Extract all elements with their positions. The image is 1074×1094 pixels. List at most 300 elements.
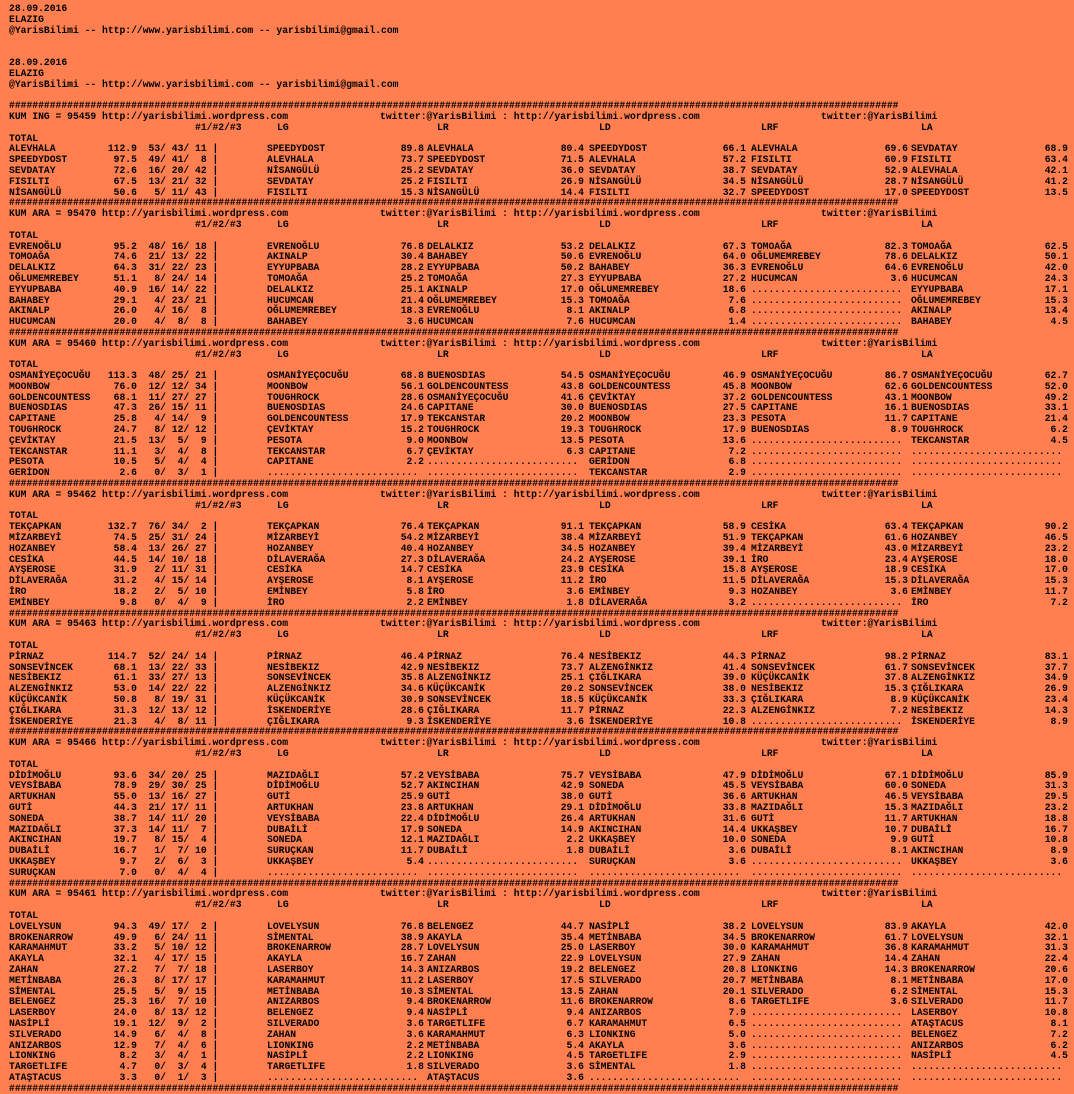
cell-lg: MİZARBEYİ 54.2 xyxy=(267,532,424,544)
table-row xyxy=(0,1041,1074,1052)
blank-line xyxy=(0,36,1074,47)
cell-lg: ALEVHALA 73.7 xyxy=(267,154,424,166)
cell-lg: ANIZARBOS 9.4 xyxy=(267,996,424,1008)
cell-lrf: ALEVHALA 69.6 xyxy=(751,143,908,155)
cell-la: KÜÇÜKCANİK 23.4 xyxy=(911,694,1068,705)
separator: ######################################################################################################################################################### xyxy=(9,197,899,209)
cell-total: SONEDA 38.7 14/ 11/ 20 | xyxy=(9,812,219,824)
cell-ld: GUTİ 36.6 xyxy=(589,791,746,803)
cell-lr: ÇEVİKTAY 6.3 xyxy=(427,445,584,457)
column-header-total: TOTAL xyxy=(9,640,39,652)
cell-la: SPEEDYDOST 13.5 xyxy=(911,186,1068,198)
cell-lr: CESİKA 23.9 xyxy=(427,564,584,576)
cell-lg: .......................... xyxy=(267,1071,419,1083)
table-row xyxy=(0,1062,1074,1073)
cell-lrf: .......................... xyxy=(751,1007,903,1019)
cell-lrf: .......................... xyxy=(751,316,903,328)
cell-lr: BROKENARROW 11.6 xyxy=(427,996,584,1008)
cell-la: AKAYLA 42.0 xyxy=(911,920,1068,932)
column-header-line xyxy=(0,231,1074,242)
cell-lrf: .......................... xyxy=(751,1017,903,1029)
cell-lr: METİNBABA 5.4 xyxy=(427,1039,584,1051)
cell-la: TEKCANSTAR 4.5 xyxy=(911,434,1068,446)
cell-ld: GOLDENCOUNTESS 45.8 xyxy=(589,380,746,392)
cell-total: METİNBABA 26.3 8/ 17/ 17 | xyxy=(9,974,219,986)
cell-lrf: BROKENARROW 61.7 xyxy=(751,931,908,943)
cell-lrf: .......................... xyxy=(751,1028,903,1040)
cell-lg: BELENGEZ 9.4 xyxy=(267,1007,424,1019)
cell-la: FISILTI 63.4 xyxy=(911,154,1068,166)
cell-total: AKINALP 26.0 4/ 16/ 8 | xyxy=(9,305,219,317)
cell-ld: TARGETLIFE 2.9 xyxy=(589,1050,746,1062)
cell-lr: TOMOAĞA 27.3 xyxy=(427,272,584,284)
column-header-la: LA xyxy=(921,121,933,133)
column-header-lrf: LRF xyxy=(761,218,779,230)
cell-lrf: GOLDENCOUNTESS 43.1 xyxy=(751,391,908,403)
cell-lr: TOUGHROCK 19.3 xyxy=(427,424,584,436)
cell-ld: LOVELYSUN 27.9 xyxy=(589,953,746,965)
cell-la: SONSEVİNCEK 37.7 xyxy=(911,661,1068,673)
cell-lr: BUENOSDIAS 54.5 xyxy=(427,370,584,382)
cell-la: AYŞEROSE 18.0 xyxy=(911,553,1068,565)
cell-lr: SPEEDYDOST 71.5 xyxy=(427,154,584,166)
cell-total: TARGETLIFE 4.7 0/ 3/ 4 | xyxy=(9,1061,219,1073)
cell-total: NİSANGÜLÜ 50.6 5/ 11/ 43 | xyxy=(9,186,219,198)
cell-total: BUENOSDIAS 47.3 26/ 15/ 11 | xyxy=(9,402,219,414)
cell-total: MİZARBEYİ 74.5 25/ 31/ 24 | xyxy=(9,532,219,544)
cell-lrf: .......................... xyxy=(751,445,903,457)
column-header-total: TOTAL xyxy=(9,510,39,522)
cell-lg: MAZIDAĞLI 57.2 xyxy=(267,769,424,781)
cell-lrf: GUTİ 11.7 xyxy=(751,812,908,824)
column-header-lg: LG xyxy=(277,899,289,911)
cell-lrf: TEKÇAPKAN 61.6 xyxy=(751,532,908,544)
cell-lg: VEYSİBABA 22.4 xyxy=(267,812,424,824)
cell-la: .......................... xyxy=(911,866,1063,878)
cell-ld: MOONBOW 23.3 xyxy=(589,413,746,425)
cell-lr: MAZIDAĞLI 2.2 xyxy=(427,834,584,846)
cell-total: FISILTI 67.5 13/ 21/ 32 | xyxy=(9,175,219,187)
cell-ld: KÜÇÜKCANİK 33.3 xyxy=(589,694,746,705)
cell-la: BUENOSDIAS 33.1 xyxy=(911,402,1068,414)
cell-lrf: SONEDA 9.9 xyxy=(751,834,908,846)
contact-text: @YarisBilimi -- http://www.yarisbilimi.com -- yarisbilimi@gmail.com xyxy=(9,24,399,36)
cell-lr: ANIZARBOS 19.2 xyxy=(427,963,584,975)
cell-lg: TARGETLIFE 1.8 xyxy=(267,1061,424,1073)
cell-total: EVRENOĞLU 95.2 48/ 16/ 18 | xyxy=(9,240,219,252)
cell-ld: CAPITANE 7.2 xyxy=(589,445,746,457)
cell-lr: .......................... xyxy=(427,855,579,867)
cell-lrf: AYŞEROSE 18.9 xyxy=(751,564,908,576)
cell-lg: SİMENTAL 38.9 xyxy=(267,931,424,943)
cell-ld: AKAYLA 3.6 xyxy=(589,1039,746,1051)
table-row xyxy=(0,652,1074,663)
column-header-line xyxy=(0,900,1074,911)
cell-la: MİZARBEYİ 23.2 xyxy=(911,542,1068,554)
cell-lrf: DİLAVERAĞA 15.3 xyxy=(751,575,908,587)
cell-lrf: SPEEDYDOST 17.0 xyxy=(751,186,908,198)
cell-lg: LOVELYSUN 76.8 xyxy=(267,920,424,932)
cell-lrf: SONSEVİNCEK 61.7 xyxy=(751,661,908,673)
cell-lrf: ÇIĞLIKARA 8.9 xyxy=(751,694,908,705)
cell-total: SILVERADO 14.9 6/ 4/ 8 | xyxy=(9,1028,219,1040)
cell-lg: TOUGHROCK 28.6 xyxy=(267,391,424,403)
column-header-lr: LR xyxy=(437,218,449,230)
cell-la: MOONBOW 49.2 xyxy=(911,391,1068,403)
cell-lrf: .......................... xyxy=(751,456,903,468)
cell-la: BROKENARROW 20.6 xyxy=(911,963,1068,975)
cell-lrf: .......................... xyxy=(751,1061,903,1073)
cell-total: ALEVHALA 112.9 53/ 43/ 11 | xyxy=(9,143,219,155)
cell-lg: PESOTA 9.0 xyxy=(267,434,424,446)
cell-lr: İRO 3.6 xyxy=(427,586,584,598)
cell-ld: SILVERADO 20.7 xyxy=(589,974,746,986)
cell-lr: ATAŞTACUS 3.6 xyxy=(427,1071,584,1083)
race-title: KUM ARA = 95466 http://yarisbilimi.wordpress.com xyxy=(9,737,289,749)
separator: ######################################################################################################################################################### xyxy=(9,607,899,619)
cell-lr: SİMENTAL 13.5 xyxy=(427,985,584,997)
cell-ld: DUBAİLİ 3.6 xyxy=(589,845,746,857)
cell-total: BELENGEZ 25.3 16/ 7/ 10 | xyxy=(9,996,219,1008)
cell-lr: OĞLUMEMREBEY 15.3 xyxy=(427,294,584,306)
race-title-line xyxy=(0,619,1074,630)
cell-total: MAZIDAĞLI 37.3 14/ 11/ 7 | xyxy=(9,823,219,835)
cell-total: LASERBOY 24.0 8/ 13/ 12 | xyxy=(9,1007,219,1019)
twitter-blog-link: twitter:@YarisBilimi : http://yarisbilimi.wordpress.com xyxy=(380,110,700,122)
cell-total: LOVELYSUN 94.3 49/ 17/ 2 | xyxy=(9,920,219,932)
city-text: ELAZIG xyxy=(9,13,44,25)
cell-lrf: LOVELYSUN 83.9 xyxy=(751,920,908,932)
cell-lr: ÇIĞLIKARA 11.7 xyxy=(427,704,584,716)
twitter-handle: twitter:@YarisBilimi xyxy=(821,337,938,349)
cell-ld: ANIZARBOS 7.9 xyxy=(589,1007,746,1019)
column-header-lr: LR xyxy=(437,629,449,641)
cell-lr: PİRNAZ 76.4 xyxy=(427,650,584,662)
cell-ld: BROKENARROW 8.6 xyxy=(589,996,746,1008)
cell-la: DİDİMOĞLU 85.9 xyxy=(911,769,1068,781)
cell-lg: GOLDENCOUNTESS 17.9 xyxy=(267,413,424,425)
cell-lg: TEKCANSTAR 6.7 xyxy=(267,445,424,457)
cell-ld: SPEEDYDOST 66.1 xyxy=(589,143,746,155)
cell-lg: NESİBEKIZ 42.9 xyxy=(267,661,424,673)
cell-lrf: KARAMAHMUT 36.8 xyxy=(751,942,908,954)
race-title-line xyxy=(0,889,1074,900)
cell-total: DELALKIZ 64.3 31/ 22/ 23 | xyxy=(9,262,219,274)
cell-lr: AKAYLA 35.4 xyxy=(427,931,584,943)
cell-la: LOVELYSUN 32.1 xyxy=(911,931,1068,943)
header-contact xyxy=(0,26,1074,37)
race-title: KUM ING = 95459 http://yarisbilimi.wordpress.com xyxy=(9,110,289,122)
cell-la: PİRNAZ 83.1 xyxy=(911,650,1068,662)
cell-ld: İRO 11.5 xyxy=(589,575,746,587)
cell-lg: CESİKA 14.7 xyxy=(267,564,424,576)
cell-lrf: DUBAİLİ 8.1 xyxy=(751,845,908,857)
cell-total: SİMENTAL 25.5 5/ 9/ 15 | xyxy=(9,985,219,997)
cell-lr: NESİBEKIZ 73.7 xyxy=(427,661,584,673)
table-row xyxy=(0,598,1074,609)
column-header-line xyxy=(0,501,1074,512)
column-header-ranks: #1/#2/#3 xyxy=(195,499,242,511)
cell-la: BAHABEY 4.5 xyxy=(911,316,1068,328)
cell-ld: EYYUPBABA 27.2 xyxy=(589,272,746,284)
cell-ld: HUCUMCAN 1.4 xyxy=(589,316,746,328)
cell-la: LASERBOY 10.8 xyxy=(911,1007,1068,1019)
cell-lr: BELENGEZ 44.7 xyxy=(427,920,584,932)
cell-lrf: .......................... xyxy=(751,283,903,295)
cell-lg: ARTUKHAN 23.8 xyxy=(267,801,424,813)
cell-ld: SEVDATAY 38.7 xyxy=(589,164,746,176)
cell-lg: .......................... xyxy=(267,467,419,479)
cell-total: NASİPLİ 19.1 12/ 9/ 2 | xyxy=(9,1017,219,1029)
cell-total: ÇIĞLIKARA 31.3 12/ 13/ 12 | xyxy=(9,704,219,716)
cell-lrf: CESİKA 63.4 xyxy=(751,521,908,533)
separator: ######################################################################################################################################################### xyxy=(9,326,899,338)
column-header-lg: LG xyxy=(277,218,289,230)
cell-ld: VEYSİBABA 47.9 xyxy=(589,769,746,781)
column-header-ranks: #1/#2/#3 xyxy=(195,747,242,759)
cell-total: KÜÇÜKCANİK 50.8 8/ 19/ 31 | xyxy=(9,694,219,705)
cell-lg: AKAYLA 16.7 xyxy=(267,953,424,965)
cell-lg: FISILTI 15.3 xyxy=(267,186,424,198)
header-contact xyxy=(0,80,1074,91)
cell-lrf: EVRENOĞLU 64.6 xyxy=(751,262,908,274)
blank-line xyxy=(0,47,1074,58)
cell-lg: AKINALP 30.4 xyxy=(267,251,424,263)
cell-lr: HOZANBEY 34.5 xyxy=(427,542,584,554)
cell-ld: NASİPLİ 38.2 xyxy=(589,920,746,932)
race-title-line xyxy=(0,490,1074,501)
cell-total: SURUÇKAN 7.0 0/ 4/ 4 | xyxy=(9,866,219,878)
column-header-ld: LD xyxy=(599,348,611,360)
cell-total: ZAHAN 27.2 7/ 7/ 18 | xyxy=(9,963,219,975)
cell-lg: BUENOSDIAS 24.6 xyxy=(267,402,424,414)
cell-lr: MİZARBEYİ 38.4 xyxy=(427,532,584,544)
column-header-total: TOTAL xyxy=(9,359,39,371)
header-date xyxy=(0,58,1074,69)
cell-ld: SİMENTAL 1.8 xyxy=(589,1061,746,1073)
cell-la: .......................... xyxy=(911,456,1063,468)
cell-lrf: .......................... xyxy=(751,855,903,867)
cell-ld: BELENGEZ 20.8 xyxy=(589,963,746,975)
column-header-ld: LD xyxy=(599,121,611,133)
cell-lr: EMİNBEY 1.8 xyxy=(427,596,584,608)
cell-la: SEVDATAY 68.9 xyxy=(911,143,1068,155)
cell-total: TOMOAĞA 74.6 21/ 13/ 22 | xyxy=(9,251,219,263)
cell-ld: ÇEVİKTAY 37.2 xyxy=(589,391,746,403)
cell-total: HUCUMCAN 20.0 4/ 8/ 8 | xyxy=(9,316,219,328)
cell-lr: ARTUKHAN 29.1 xyxy=(427,801,584,813)
cell-ld: OSMANİYEÇOCUĞU 46.9 xyxy=(589,370,746,382)
cell-lrf: .......................... xyxy=(751,1039,903,1051)
cell-total: TEKÇAPKAN 132.7 76/ 34/ 2 | xyxy=(9,521,219,533)
column-header-lr: LR xyxy=(437,499,449,511)
cell-lrf: .......................... xyxy=(751,1071,903,1083)
cell-lrf: TARGETLIFE 3.6 xyxy=(751,996,908,1008)
cell-lrf: VEYSİBABA 60.0 xyxy=(751,780,908,792)
separator: ######################################################################################################################################################### xyxy=(9,1082,899,1094)
race-title: KUM ARA = 95470 http://yarisbilimi.wordpress.com xyxy=(9,208,289,220)
column-header-ld: LD xyxy=(599,629,611,641)
cell-ld: DELALKIZ 67.3 xyxy=(589,240,746,252)
cell-la: CESİKA 17.0 xyxy=(911,564,1068,576)
cell-lr: KARAMAHMUT 6.3 xyxy=(427,1028,584,1040)
cell-lrf: FISILTI 60.9 xyxy=(751,154,908,166)
cell-ld: ALEVHALA 57.2 xyxy=(589,154,746,166)
cell-lrf: OSMANİYEÇOCUĞU 86.7 xyxy=(751,370,908,382)
column-header-la: LA xyxy=(921,218,933,230)
city-text: ELAZIG xyxy=(9,67,44,79)
cell-lg: MOONBOW 56.1 xyxy=(267,380,424,392)
cell-lrf: .......................... xyxy=(751,305,903,317)
cell-ld: METİNBABA 34.5 xyxy=(589,931,746,943)
cell-lr: VEYSİBABA 75.7 xyxy=(427,769,584,781)
race-title: KUM ARA = 95460 http://yarisbilimi.wordpress.com xyxy=(9,337,289,349)
cell-la: OSMANİYEÇOCUĞU 62.7 xyxy=(911,370,1068,382)
cell-ld: ARTUKHAN 31.6 xyxy=(589,812,746,824)
cell-la: EMİNBEY 11.7 xyxy=(911,586,1068,598)
cell-la: SİMENTAL 15.3 xyxy=(911,985,1068,997)
cell-lr: KÜÇÜKCANİK 20.2 xyxy=(427,683,584,695)
cell-lr: OSMANİYEÇOCUĞU 41.6 xyxy=(427,391,584,403)
cell-total: SEVDATAY 72.6 16/ 20/ 42 | xyxy=(9,164,219,176)
cell-total: GUTİ 44.3 21/ 17/ 11 | xyxy=(9,801,219,813)
cell-lr: DUBAİLİ 1.8 xyxy=(427,845,584,857)
cell-ld: OĞLUMEMREBEY 18.6 xyxy=(589,283,746,295)
twitter-handle: twitter:@YarisBilimi xyxy=(821,488,938,500)
cell-la: .......................... xyxy=(911,445,1063,457)
cell-la: UKKAŞBEY 3.6 xyxy=(911,855,1068,867)
cell-total: CESİKA 44.5 14/ 10/ 18 | xyxy=(9,553,219,565)
cell-lr: SONEDA 14.9 xyxy=(427,823,584,835)
cell-total: DİLAVERAĞA 31.2 4/ 15/ 14 | xyxy=(9,575,219,587)
twitter-handle: twitter:@YarisBilimi xyxy=(821,110,938,122)
column-header-la: LA xyxy=(921,747,933,759)
cell-total: SPEEDYDOST 97.5 49/ 41/ 8 | xyxy=(9,154,219,166)
cell-total: HOZANBEY 58.4 13/ 26/ 27 | xyxy=(9,542,219,554)
cell-ld: DİLAVERAĞA 3.2 xyxy=(589,596,746,608)
race-title-line xyxy=(0,339,1074,350)
cell-ld: SURUÇKAN 3.6 xyxy=(589,855,746,867)
cell-ld: İSKENDERİYE 10.8 xyxy=(589,715,746,727)
cell-lg: DELALKIZ 25.1 xyxy=(267,283,424,295)
table-row xyxy=(0,976,1074,987)
cell-lrf: LIONKING 14.3 xyxy=(751,963,908,975)
cell-total: İSKENDERİYE 21.3 4/ 8/ 11 | xyxy=(9,715,219,727)
cell-lrf: MAZIDAĞLI 15.3 xyxy=(751,801,908,813)
cell-ld: AKINALP 6.8 xyxy=(589,305,746,317)
cell-total: ATAŞTACUS 3.3 0/ 1/ 3 | xyxy=(9,1071,219,1083)
cell-lrf: HOZANBEY 3.6 xyxy=(751,586,908,598)
column-header-line xyxy=(0,350,1074,361)
cell-la: İSKENDERİYE 8.9 xyxy=(911,715,1068,727)
column-header-ranks: #1/#2/#3 xyxy=(195,348,242,360)
cell-lrf: ZAHAN 14.4 xyxy=(751,953,908,965)
cell-lg: ALZENGİNKIZ 34.6 xyxy=(267,683,424,695)
cell-total: PİRNAZ 114.7 52/ 24/ 14 | xyxy=(9,650,219,662)
cell-total: ARTUKHAN 55.0 13/ 16/ 27 | xyxy=(9,791,219,803)
column-header-ld: LD xyxy=(599,218,611,230)
cell-lrf: BUENOSDIAS 8.9 xyxy=(751,424,908,436)
cell-lr: EYYUPBABA 50.2 xyxy=(427,262,584,274)
cell-ld: .......................... xyxy=(589,866,741,878)
column-header-lr: LR xyxy=(437,747,449,759)
cell-lg: BAHABEY 3.6 xyxy=(267,316,424,328)
cell-lrf: .......................... xyxy=(751,1050,903,1062)
cell-lr: GOLDENCOUNTESS 43.8 xyxy=(427,380,584,392)
cell-la: NESİBEKIZ 14.3 xyxy=(911,704,1068,716)
column-header-la: LA xyxy=(921,499,933,511)
cell-lg: METİNBABA 10.3 xyxy=(267,985,424,997)
cell-lr: DİLAVERAĞA 24.2 xyxy=(427,553,584,565)
cell-la: DELALKIZ 50.1 xyxy=(911,251,1068,263)
cell-lr: EVRENOĞLU 8.1 xyxy=(427,305,584,317)
cell-total: GERİDON 2.6 0/ 3/ 1 | xyxy=(9,467,219,479)
cell-lr: İSKENDERİYE 3.6 xyxy=(427,715,584,727)
cell-ld: NESİBEKIZ 44.3 xyxy=(589,650,746,662)
cell-lrf: SILVERADO 6.2 xyxy=(751,985,908,997)
cell-total: CAPITANE 25.8 4/ 14/ 9 | xyxy=(9,413,219,425)
cell-ld: ALZENGİNKIZ 41.4 xyxy=(589,661,746,673)
column-header-total: TOTAL xyxy=(9,132,39,144)
cell-la: .......................... xyxy=(911,467,1063,479)
column-header-ld: LD xyxy=(599,899,611,911)
cell-la: İRO 7.2 xyxy=(911,596,1068,608)
cell-ld: TOUGHROCK 17.9 xyxy=(589,424,746,436)
cell-lrf: PİRNAZ 98.2 xyxy=(751,650,908,662)
cell-lrf: PESOTA 11.7 xyxy=(751,413,908,425)
cell-total: MOONBOW 76.0 12/ 12/ 34 | xyxy=(9,380,219,392)
race-title: KUM ARA = 95462 http://yarisbilimi.wordpress.com xyxy=(9,488,289,500)
column-header-lrf: LRF xyxy=(761,121,779,133)
cell-lg: NASİPLİ 2.2 xyxy=(267,1050,424,1062)
cell-la: DİLAVERAĞA 15.3 xyxy=(911,575,1068,587)
separator: ######################################################################################################################################################### xyxy=(9,478,899,490)
cell-lrf: KÜÇÜKCANİK 37.8 xyxy=(751,672,908,684)
cell-ld: UKKAŞBEY 10.0 xyxy=(589,834,746,846)
cell-la: ANIZARBOS 6.2 xyxy=(911,1039,1068,1051)
cell-la: DUBAİLİ 16.7 xyxy=(911,823,1068,835)
cell-lg: DUBAİLİ 17.9 xyxy=(267,823,424,835)
cell-la: VEYSİBABA 29.5 xyxy=(911,791,1068,803)
column-header-line xyxy=(0,630,1074,641)
table-row xyxy=(0,868,1074,879)
cell-lrf: ALZENGİNKIZ 7.2 xyxy=(751,704,908,716)
date-text: 28.09.2016 xyxy=(9,56,68,68)
cell-lr: LASERBOY 17.5 xyxy=(427,974,584,986)
separator: ######################################################################################################################################################### xyxy=(9,726,899,738)
cell-lrf: ARTUKHAN 46.5 xyxy=(751,791,908,803)
cell-lrf: MOONBOW 62.6 xyxy=(751,380,908,392)
cell-lr: ALZENGİNKIZ 25.1 xyxy=(427,672,584,684)
column-header-line xyxy=(0,749,1074,760)
cell-lrf: İRO 23.4 xyxy=(751,553,908,565)
cell-lr: CAPITANE 30.0 xyxy=(427,402,584,414)
column-header-lg: LG xyxy=(277,499,289,511)
cell-total: TOUGHROCK 24.7 8/ 12/ 12 | xyxy=(9,424,219,436)
cell-la: EVRENOĞLU 42.0 xyxy=(911,262,1068,274)
cell-total: DİDİMOĞLU 93.6 34/ 20/ 25 | xyxy=(9,769,219,781)
cell-lrf: .......................... xyxy=(751,294,903,306)
cell-lrf: TOMOAĞA 82.3 xyxy=(751,240,908,252)
cell-lrf: .......................... xyxy=(751,866,903,878)
cell-ld: CESİKA 15.8 xyxy=(589,564,746,576)
cell-lrf: CAPITANE 16.1 xyxy=(751,402,908,414)
cell-la: SILVERADO 11.7 xyxy=(911,996,1068,1008)
column-header-ranks: #1/#2/#3 xyxy=(195,899,242,911)
cell-total: KARAMAHMUT 33.2 5/ 10/ 12 | xyxy=(9,942,219,954)
cell-lg: DİLAVERAĞA 27.3 xyxy=(267,553,424,565)
cell-lg: BROKENARROW 28.7 xyxy=(267,942,424,954)
